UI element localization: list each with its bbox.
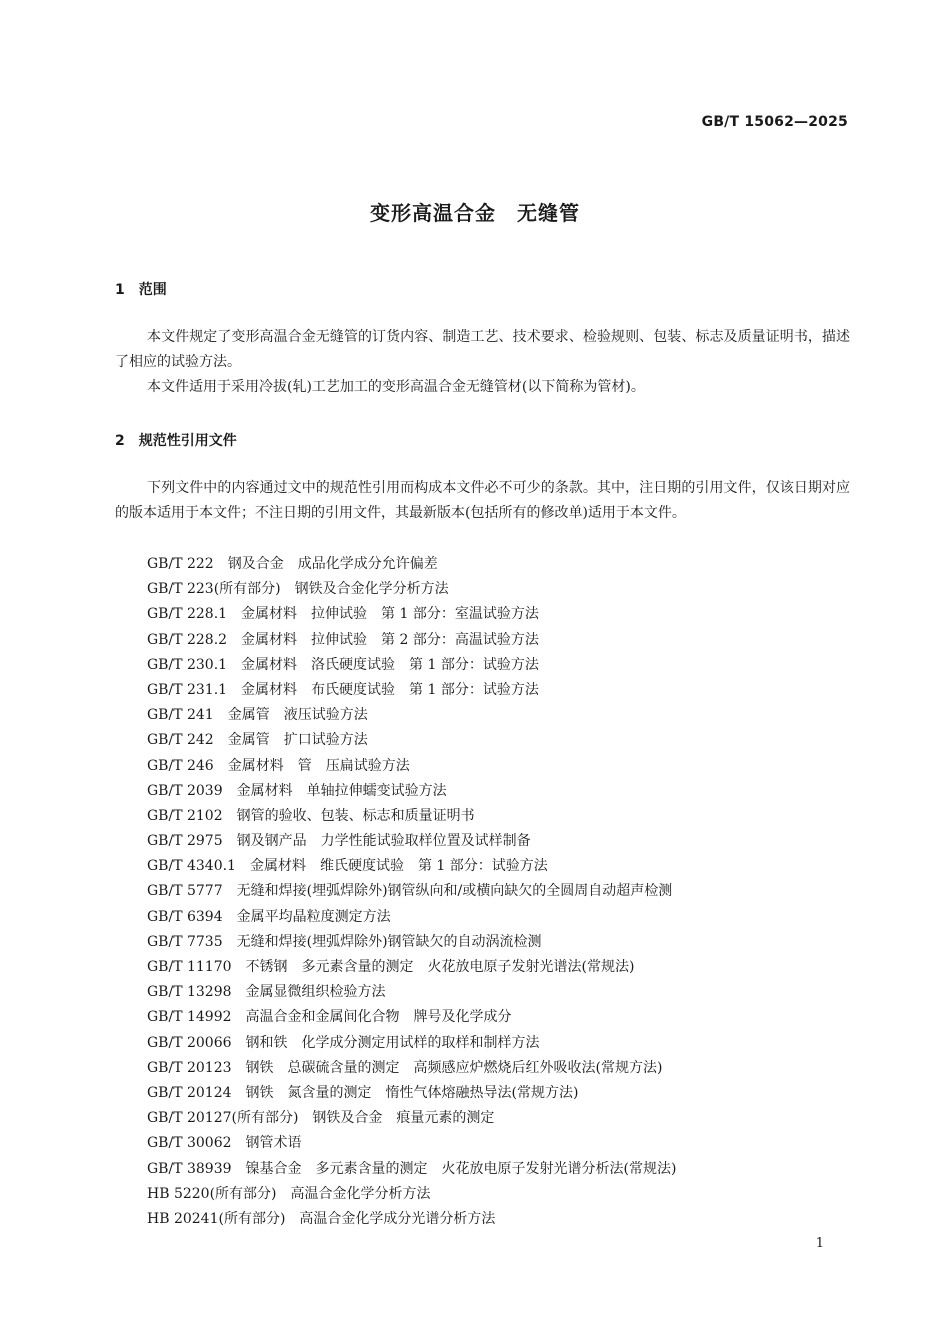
reference-item: GB/T 230.1 金属材料 洛氏硬度试验 第 1 部分：试验方法 xyxy=(147,656,539,673)
reference-item: GB/T 246 金属材料 管 压扁试验方法 xyxy=(147,757,410,774)
reference-item: GB/T 14992 高温合金和金属间化合物 牌号及化学成分 xyxy=(147,1009,512,1026)
reference-item: GB/T 241 金属管 液压试验方法 xyxy=(147,707,368,724)
normative-references-list xyxy=(147,552,676,1232)
reference-item: GB/T 228.2 金属材料 拉伸试验 第 2 部分：高温试验方法 xyxy=(147,631,539,648)
reference-item: HB 5220(所有部分) 高温合金化学分析方法 xyxy=(147,1185,431,1202)
standard-code: GB/T 15062—2025 xyxy=(701,114,848,130)
reference-item: GB/T 20124 钢铁 氮含量的测定 惰性气体熔融热导法(常规方法) xyxy=(147,1084,579,1101)
section-2-heading: 2 规范性引用文件 xyxy=(115,433,237,449)
section-1-heading: 1 范围 xyxy=(115,282,167,298)
reference-item: GB/T 222 钢及合金 成品化学成分允许偏差 xyxy=(147,556,438,572)
reference-item: GB/T 11170 不锈钢 多元素含量的测定 火花放电原子发射光谱法(常规法) xyxy=(147,959,635,975)
reference-item: GB/T 223(所有部分) 钢铁及合金化学分析方法 xyxy=(147,581,449,598)
reference-item: GB/T 20123 钢铁 总碳硫含量的测定 高频感应炉燃烧后红外吸收法(常规方法) xyxy=(147,1059,663,1076)
section-1-paragraph-1: 本文件规定了变形高温合金无缝管的订货内容、制造工艺、技术要求、检验规则、包装、标志及质量证明书，描述了相应的试验方法。 xyxy=(115,329,850,370)
reference-item: GB/T 228.1 金属材料 拉伸试验 第 1 部分：室温试验方法 xyxy=(147,606,539,623)
reference-item: GB/T 20066 钢和铁 化学成分测定用试样的取样和制样方法 xyxy=(147,1034,540,1051)
section-1-paragraph-2: 本文件适用于采用冷拔(轧)工艺加工的变形高温合金无缝管材(以下简称为管材)。 xyxy=(147,379,645,395)
reference-item: GB/T 242 金属管 扩口试验方法 xyxy=(147,732,368,749)
reference-item: GB/T 13298 金属显微组织检验方法 xyxy=(147,984,386,1001)
section-2-intro: 下列文件中的内容通过文中的规范性引用而构成本文件必不可少的条款。其中，注日期的引用文件，仅该日期对应的版本适用于本文件；不注日期的引用文件，其最新版本(包括所有的修改单)适用于本文件。 xyxy=(115,480,850,521)
reference-item: GB/T 38939 镍基合金 多元素含量的测定 火花放电原子发射光谱分析法(常规法) xyxy=(147,1160,677,1177)
document-title: 变形高温合金 无缝管 xyxy=(370,201,580,225)
reference-item: GB/T 4340.1 金属材料 维氏硬度试验 第 1 部分：试验方法 xyxy=(147,858,548,875)
page-number: 1 xyxy=(815,1236,824,1251)
reference-item: GB/T 2039 金属材料 单轴拉伸蠕变试验方法 xyxy=(147,782,447,799)
reference-item: GB/T 2975 钢及钢产品 力学性能试验取样位置及试样制备 xyxy=(147,833,531,850)
reference-item: GB/T 20127(所有部分) 钢铁及合金 痕量元素的测定 xyxy=(147,1110,495,1127)
reference-item: GB/T 7735 无缝和焊接(埋弧焊除外)钢管缺欠的自动涡流检测 xyxy=(147,933,542,950)
reference-item: GB/T 2102 钢管的验收、包装、标志和质量证明书 xyxy=(147,807,475,824)
reference-item: GB/T 5777 无缝和焊接(埋弧焊除外)钢管纵向和/或横向缺欠的全圆周自动超声检测 xyxy=(147,883,673,900)
reference-item: GB/T 30062 钢管术语 xyxy=(147,1135,302,1152)
reference-item: GB/T 231.1 金属材料 布氏硬度试验 第 1 部分：试验方法 xyxy=(147,681,539,698)
reference-item: GB/T 6394 金属平均晶粒度测定方法 xyxy=(147,908,391,925)
reference-item: HB 20241(所有部分) 高温合金化学成分光谱分析方法 xyxy=(147,1210,496,1227)
